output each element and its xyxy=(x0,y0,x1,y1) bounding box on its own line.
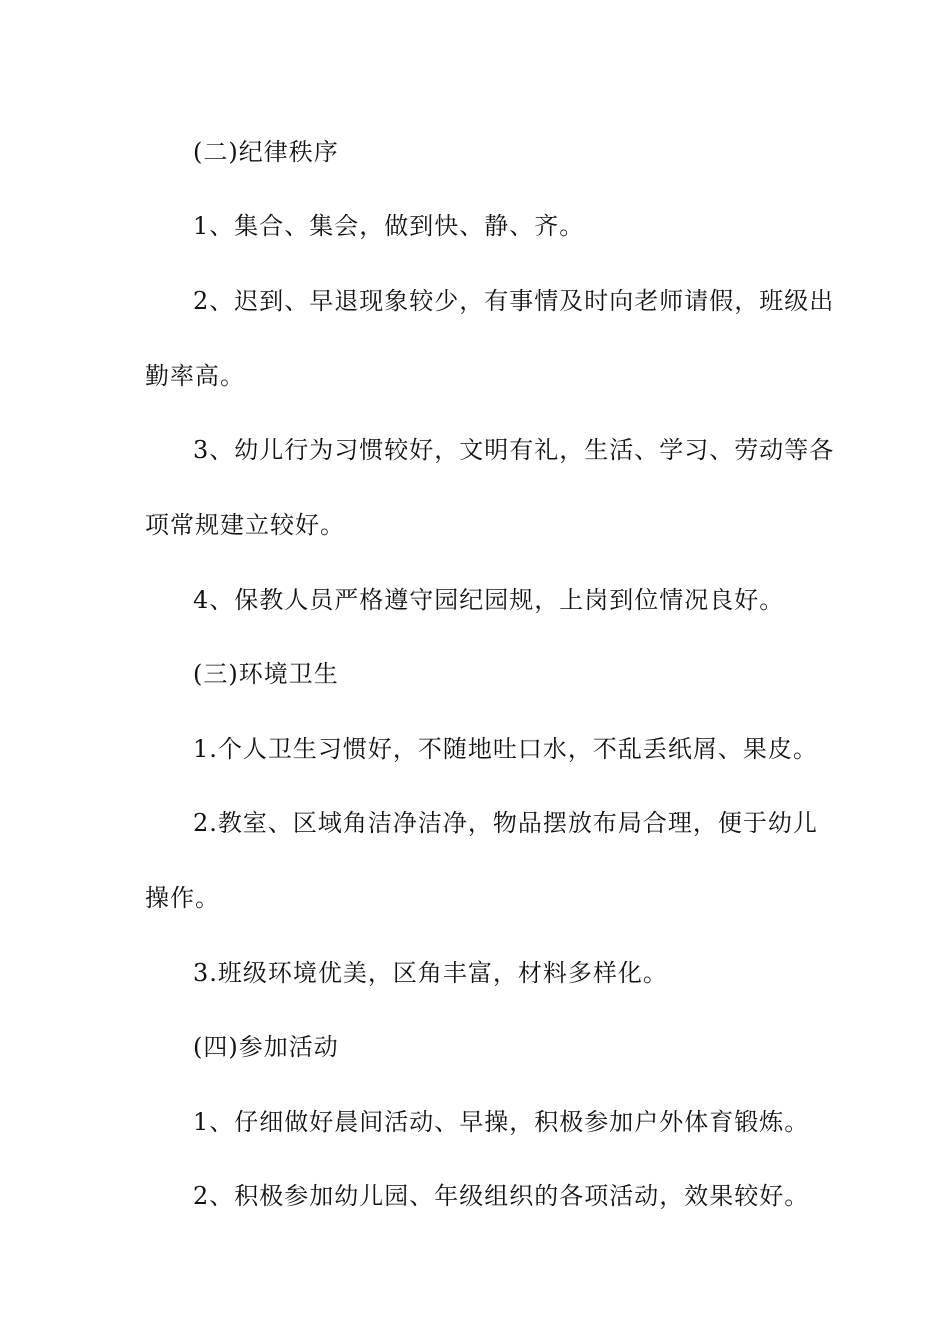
paragraph-line: 项常规建立较好。 xyxy=(145,511,345,539)
paragraph-line: 1、集合、集会，做到快、静、齐。 xyxy=(193,212,585,240)
paragraph-line: 1、仔细做好晨间活动、早操，积极参加户外体育锻炼。 xyxy=(193,1108,810,1136)
section-heading-discipline: (二)纪律秩序 xyxy=(193,138,339,166)
paragraph-line: 2.教室、区域角洁净洁净，物品摆放布局合理，便于幼儿 xyxy=(193,809,818,837)
section-heading-activities: (四)参加活动 xyxy=(193,1033,339,1061)
paragraph-line: 1.个人卫生习惯好，不随地吐口水，不乱丢纸屑、果皮。 xyxy=(193,735,818,763)
section-heading-environment: (三)环境卫生 xyxy=(193,660,339,688)
paragraph-line: 4、保教人员严格遵守园纪园规，上岗到位情况良好。 xyxy=(193,586,785,614)
paragraph-line: 2、迟到、早退现象较少，有事情及时向老师请假，班级出 xyxy=(193,287,835,315)
paragraph-line: 勤率高。 xyxy=(145,362,245,390)
paragraph-line: 3、幼儿行为习惯较好，文明有礼，生活、学习、劳动等各 xyxy=(193,436,835,464)
paragraph-line: 3.班级环境优美，区角丰富，材料多样化。 xyxy=(193,959,668,987)
paragraph-line: 2、积极参加幼儿园、年级组织的各项活动，效果较好。 xyxy=(193,1182,810,1210)
paragraph-line: 操作。 xyxy=(145,884,220,912)
